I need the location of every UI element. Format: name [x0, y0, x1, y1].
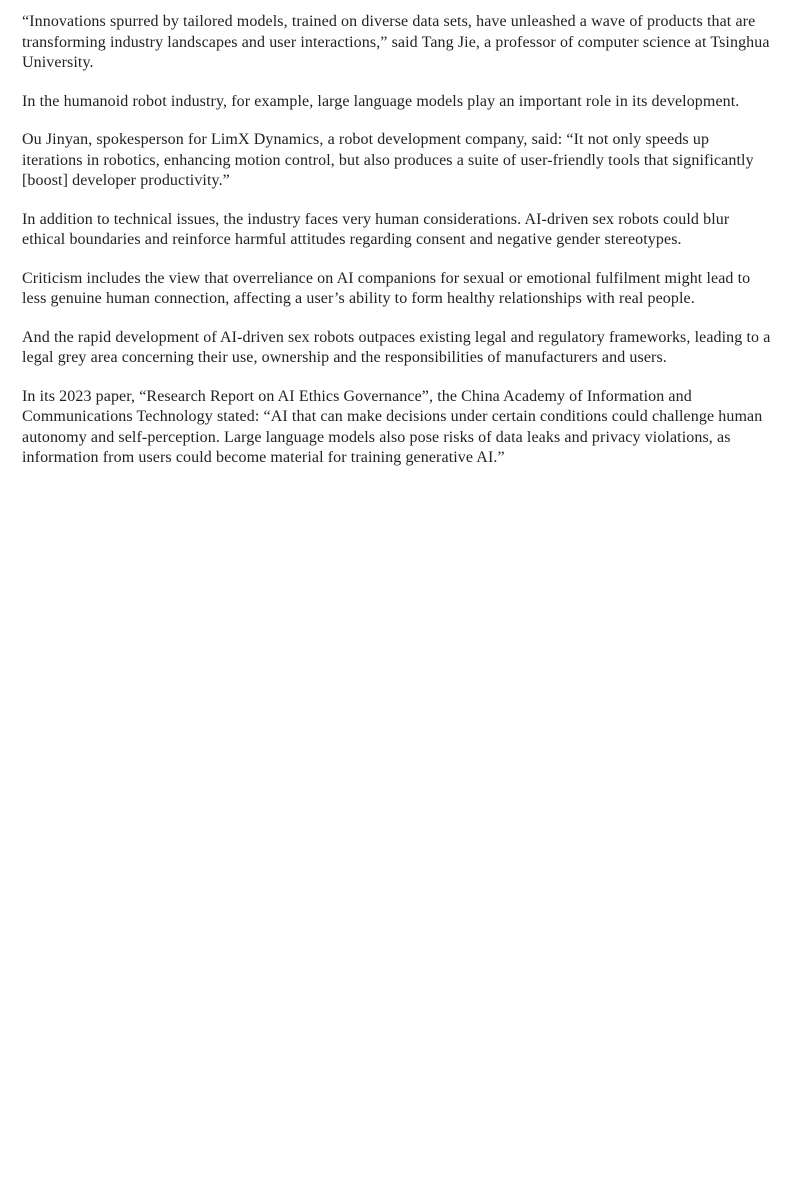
article-paragraph: Ou Jinyan, spokesperson for LimX Dynamics, a robot development company, said: “It not only speeds up iterations in robotics, enhancing motion control, but also produces a suite of user-friendly tools that significantly [boost] developer productivity.” — [22, 131, 754, 189]
article-body — [0, 0, 795, 469]
article-paragraph: Criticism includes the view that overreliance on AI companions for sexual or emotional fulfilment might lead to less genuine human connection, affecting a user’s ability to form healthy relationships with real people. — [22, 269, 751, 307]
article-paragraph: “Innovations spurred by tailored models, trained on diverse data sets, have unleashed a wave of products that are transforming industry landscapes and user interactions,” said Tang Jie, a professor of computer science at Tsinghua University. — [22, 13, 770, 71]
article-paragraph: In addition to technical issues, the industry faces very human considerations. AI-driven sex robots could blur ethical boundaries and reinforce harmful attitudes regarding consent and negative gender stereotypes. — [22, 210, 730, 248]
article-paragraph: In its 2023 paper, “Research Report on AI Ethics Governance”, the China Academy of Information and Communications Technology stated: “AI that can make decisions under certain conditions could challenge human autonomy and self-perception. Large language models also pose risks of data leaks and privacy violations, as information from users could become material for training generative AI.” — [22, 387, 763, 466]
article-paragraph: In the humanoid robot industry, for example, large language models play an important role in its development. — [22, 92, 740, 110]
article-paragraph: And the rapid development of AI-driven sex robots outpaces existing legal and regulatory frameworks, leading to a legal grey area concerning their use, ownership and the responsibilities of manufacturers and users. — [22, 328, 771, 366]
